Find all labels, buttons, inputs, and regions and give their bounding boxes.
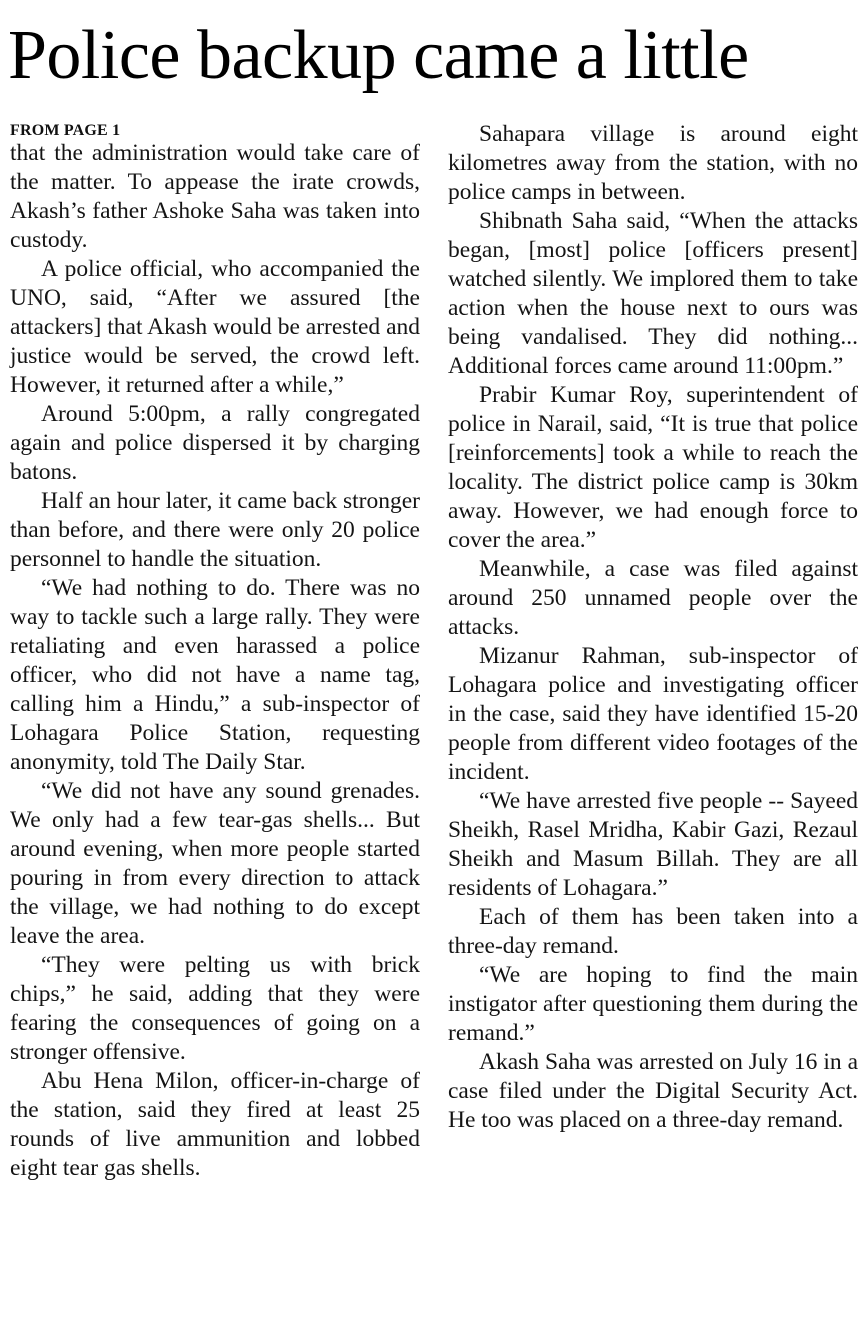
paragraph: Sahapara village is around eight kilometres away from the station, with no police camps in between. [448,121,858,205]
paragraph: Half an hour later, it came back stronger than before, and there were only 20 police personnel to handle the situation. [10,488,420,572]
paragraph: Mizanur Rahman, sub-inspector of Lohagara police and investigating officer in the case, said they have identified 15-20 people from different video footages of the incident. [448,643,858,785]
paragraph: “They were pelting us with brick chips,” he said, adding that they were fearing the consequences of going on a stronger offensive. [10,952,420,1065]
headline: Police backup came a little [8,17,749,94]
article-column-left [10,120,420,1183]
continuation-kicker: FROM PAGE 1 [10,122,121,139]
paragraph: “We did not have any sound grenades. We only had a few tear-gas shells... But around evening, when more people started pouring in from every direction to attack the village, we had nothing to do except leave the area. [10,778,420,949]
paragraph: Around 5:00pm, a rally congregated again and police dispersed it by charging batons. [10,401,420,485]
paragraph: Shibnath Saha said, “When the attacks began, [most] police [officers present] watched silently. We implored them to take action when the house next to ours was being vandalised. They did nothing... Additional forces came around 11:00pm.” [448,208,858,379]
paragraph: “We had nothing to do. There was no way to tackle such a large rally. They were retaliating and even harassed a police officer, who did not have a name tag, calling him a Hindu,” a sub-inspector of Lohagara Police Station, requesting anonymity, told The Daily Star. [10,575,420,775]
paragraph: Abu Hena Milon, officer-in-charge of the station, said they fired at least 25 rounds of live ammunition and lobbed eight tear gas shells. [10,1068,420,1181]
article-column-right [448,120,858,1135]
paragraph: “We are hoping to find the main instigator after questioning them during the remand.” [448,962,858,1046]
paragraph: that the administration would take care of the matter. To appease the irate crowds, Akash’s father Ashoke Saha was taken into custody. [10,140,420,253]
paragraph: Akash Saha was arrested on July 16 in a case filed under the Digital Security Act. He too was placed on a three-day remand. [448,1049,858,1133]
paragraph: “We have arrested five people -- Sayeed Sheikh, Rasel Mridha, Kabir Gazi, Rezaul Sheikh and Masum Billah. They are all residents of Lohagara.” [448,788,858,901]
paragraph: Meanwhile, a case was filed against around 250 unnamed people over the attacks. [448,556,858,640]
paragraph: Prabir Kumar Roy, superintendent of police in Narail, said, “It is true that police [reinforcements] took a while to reach the locality. The district police camp is 30km away. However, we had enough force to cover the area.” [448,382,858,553]
paragraph: Each of them has been taken into a three-day remand. [448,904,858,959]
paragraph: A police official, who accompanied the UNO, said, “After we assured [the attackers] that Akash would be arrested and justice would be served, the crowd left. However, it returned after a while,” [10,256,420,398]
